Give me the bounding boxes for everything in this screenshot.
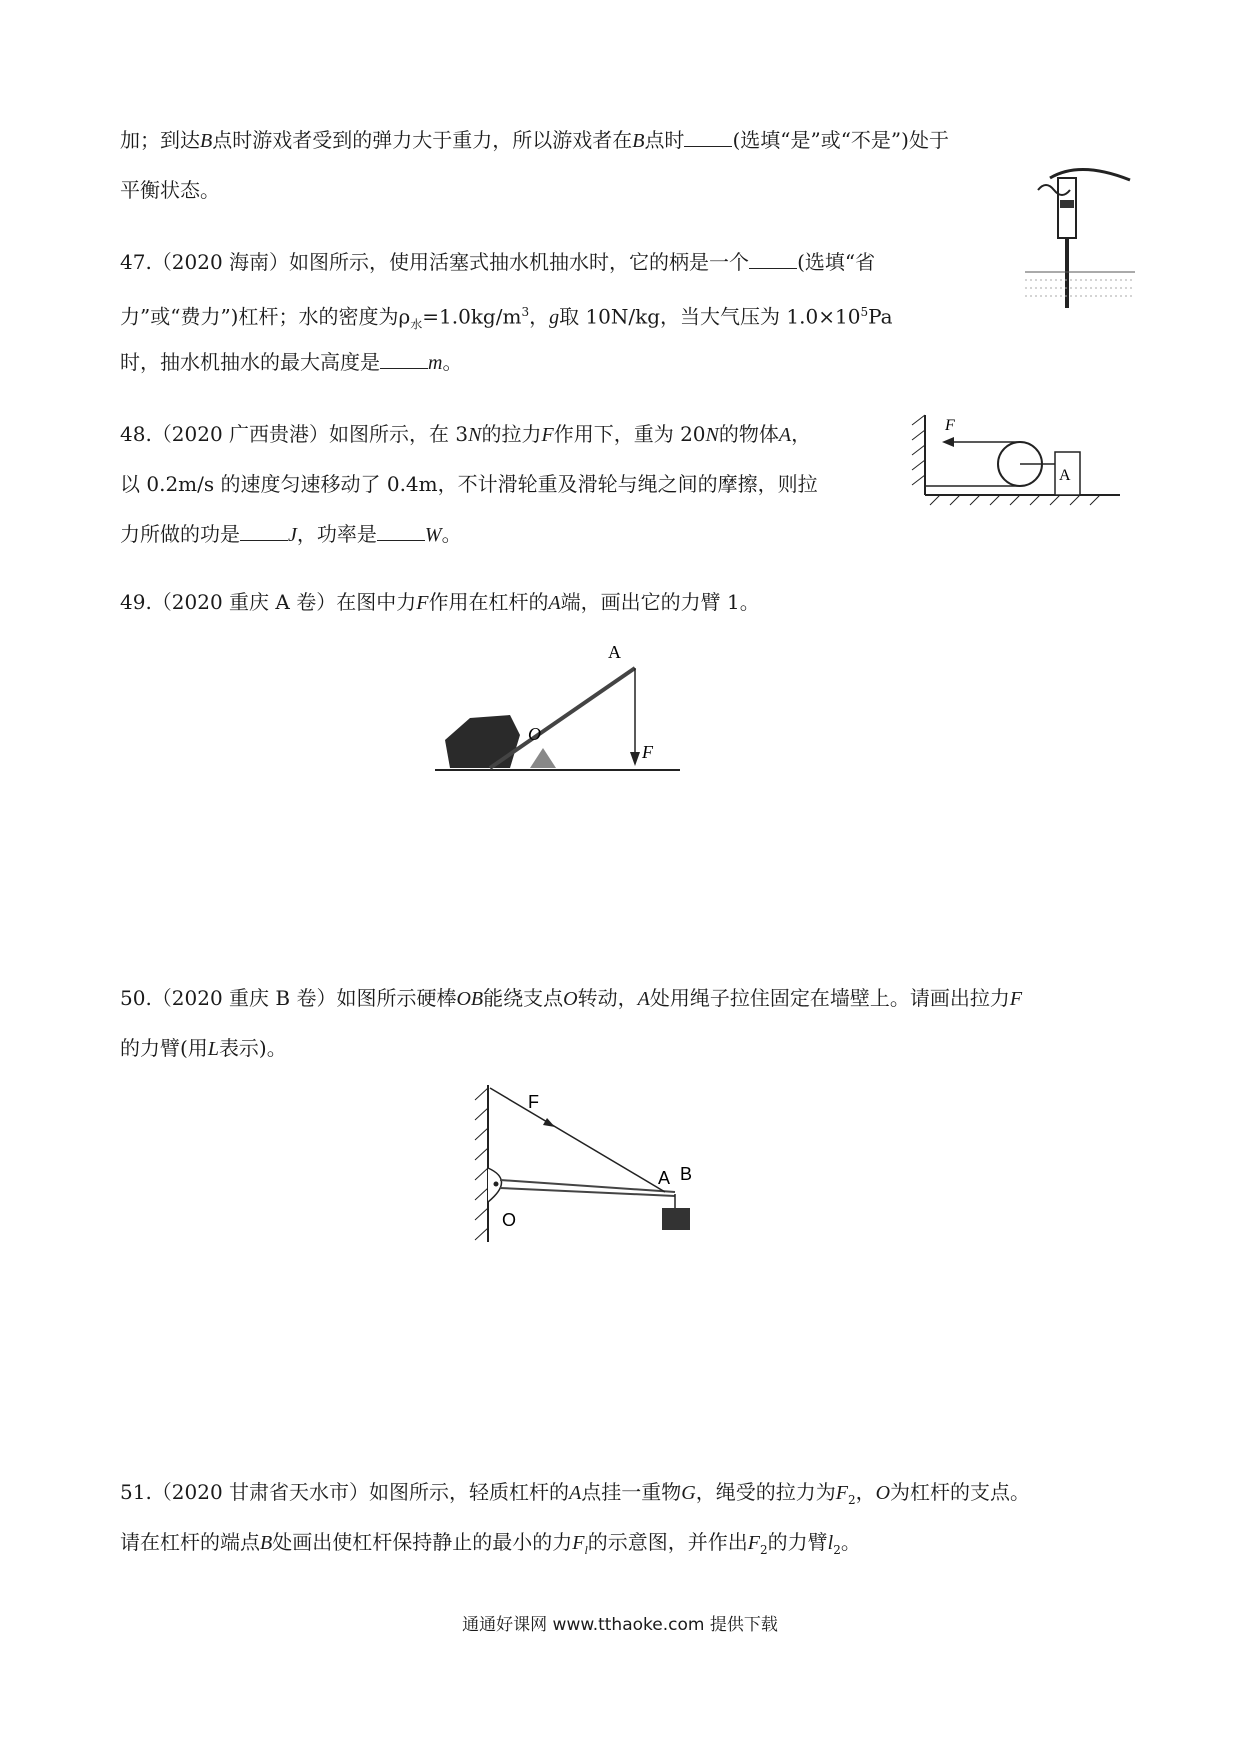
label-a: A [608,642,621,662]
answer-blank [749,248,797,269]
pump-piston [1060,200,1074,208]
q51-line-2: 请在杠杆的端点B处画出使杠杆保持静止的最小的力$F_l$的示意图，并作出$F_2$的力臂$l_2$。 [120,1530,861,1557]
q49-line-1: 49.（2020 重庆 A 卷）在图中力F作用在杠杆的A端，画出它的力臂 1。 [120,590,760,614]
wall-hatch [475,1088,488,1240]
q48-line-2: 以 0.2m/s 的速度匀速移动了 0.4m，不计滑轮重及滑轮与绳之间的摩擦，则拉 [120,472,818,496]
water-lines [1025,280,1135,296]
pump-figure [1020,160,1140,310]
pivot-point [494,1182,499,1187]
fulcrum [530,748,556,768]
label-o: O [528,724,541,744]
label-a: A [658,1168,671,1188]
label-f: F [642,742,653,762]
answer-blank [684,126,732,147]
rope [490,1088,665,1192]
page-footer: 通通好课网 www.tthaoke.com 提供下载 [462,1615,778,1635]
weight-block [662,1208,690,1230]
wall-rod-figure [470,1080,730,1250]
q47-line-1: 47.（2020 海南）如图所示，使用活塞式抽水机抽水时，它的柄是一个 (选填“省 [120,250,876,274]
lever-rock-figure [430,640,690,780]
wall-hatch [912,415,925,485]
q50-line-1: 50.（2020 重庆 B 卷）如图所示硬棒OB能绕支点O转动，A处用绳子拉住固定在墙壁上。请画出拉力F [120,986,1023,1010]
answer-blank [377,520,425,541]
force-arrow [543,1118,555,1127]
q48-line-3: 力所做的功是 J，功率是 W。 [120,522,462,546]
q47-line-2: 力”或“费力”)杠杆；水的密度为$\rho_水=1.0kg/m^3$，g取 10N/kg，当大气压为 $1.0\times 10^5Pa$ [120,304,893,332]
label-f: F [945,417,955,434]
label-b: B [680,1164,693,1184]
lever-bar [490,668,635,768]
answer-blank [240,520,288,541]
floor-hatch [930,495,1100,505]
q46-line-2: 平衡状态。 [120,178,220,202]
label-f: F [528,1092,539,1112]
q47-line-3: 时，抽水机抽水的最大高度是 m。 [120,350,463,374]
rock [445,715,520,768]
force-arrow [942,437,954,447]
pump-spout [1038,185,1070,195]
q50-line-2: 的力臂(用L表示)。 [120,1036,287,1060]
pulley-figure [910,410,1130,510]
force-arrow [630,752,640,766]
q48-line-1: 48.（2020 广西贵港）如图所示，在 3N的拉力F作用下，重为 20N的物体A， [120,422,812,446]
q46-line-1: 加；到达B点时游戏者受到的弹力大于重力，所以游戏者在B点时 (选填“是”或“不是”)处于 [120,128,949,152]
q51-line-1: 51.（2020 甘肃省天水市）如图所示，轻质杠杆的A点挂一重物G，绳受的拉力为$F_2$，O为杠杆的支点。 [120,1480,1031,1507]
answer-blank [380,348,428,369]
label-a: A [1059,467,1071,484]
label-o: O [502,1210,517,1230]
